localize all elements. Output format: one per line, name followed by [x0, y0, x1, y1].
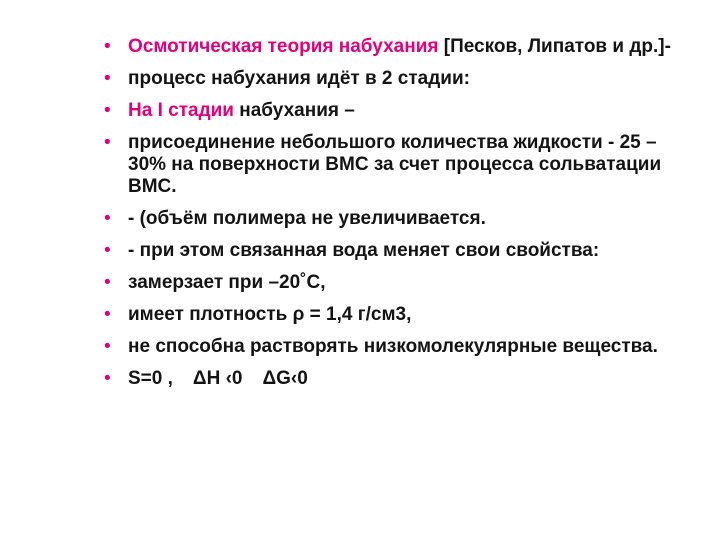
- bullet-text: присоединение небольшого количества жидкости - 25 –30% на поверхности ВМС за счет процесса сольватации ВМС.: [128, 132, 662, 197]
- bullet-dot-icon: •: [104, 36, 111, 57]
- bullet-item: [100, 304, 690, 326]
- thermo-formula: [100, 368, 690, 390]
- entropy-term: S=0 ,: [128, 368, 173, 389]
- bullet-item: [100, 208, 690, 230]
- bullet-text: - (объём полимера не увеличивается.: [128, 208, 486, 229]
- bullet-text: имеет плотность ρ = 1,4 г/см3,: [128, 304, 412, 325]
- bullet-item: [100, 132, 690, 198]
- bullet-text: [Песков, Липатов и др.]-: [438, 36, 671, 57]
- bullet-dot-icon: •: [104, 240, 111, 261]
- bullet-dot-icon: •: [104, 304, 111, 325]
- bullet-item: [100, 272, 690, 294]
- bullet-text: замерзает при –20˚С,: [128, 272, 326, 293]
- bullet-dot-icon: •: [104, 208, 111, 229]
- gibbs-term: ΔG‹0: [262, 368, 308, 389]
- bullet-item: [100, 336, 690, 358]
- bullet-dot-icon: •: [104, 336, 111, 357]
- bullet-item: [100, 100, 690, 122]
- enthalpy-term: ΔH ‹0: [192, 368, 243, 389]
- bullet-dot-icon: •: [104, 272, 111, 293]
- bullet-text: процесс набухания идёт в 2 стадии:: [128, 68, 470, 89]
- bullet-item: [100, 36, 690, 58]
- bullet-text: - при этом связанная вода меняет свои свойства:: [128, 240, 600, 261]
- bullet-item: [100, 68, 690, 90]
- bullet-dot-icon: •: [104, 68, 111, 89]
- bullet-dot-icon: •: [104, 132, 111, 153]
- bullet-item: [100, 240, 690, 262]
- bullet-dot-icon: •: [104, 368, 111, 389]
- theory-title: Осмотическая теория набухания: [128, 36, 439, 57]
- stage-label: На I стадии: [128, 100, 234, 121]
- bullet-list: [100, 36, 690, 400]
- bullet-text: набухания –: [233, 100, 355, 121]
- bullet-text: не способна растворять низкомолекулярные вещества.: [128, 336, 658, 357]
- bullet-dot-icon: •: [104, 100, 111, 121]
